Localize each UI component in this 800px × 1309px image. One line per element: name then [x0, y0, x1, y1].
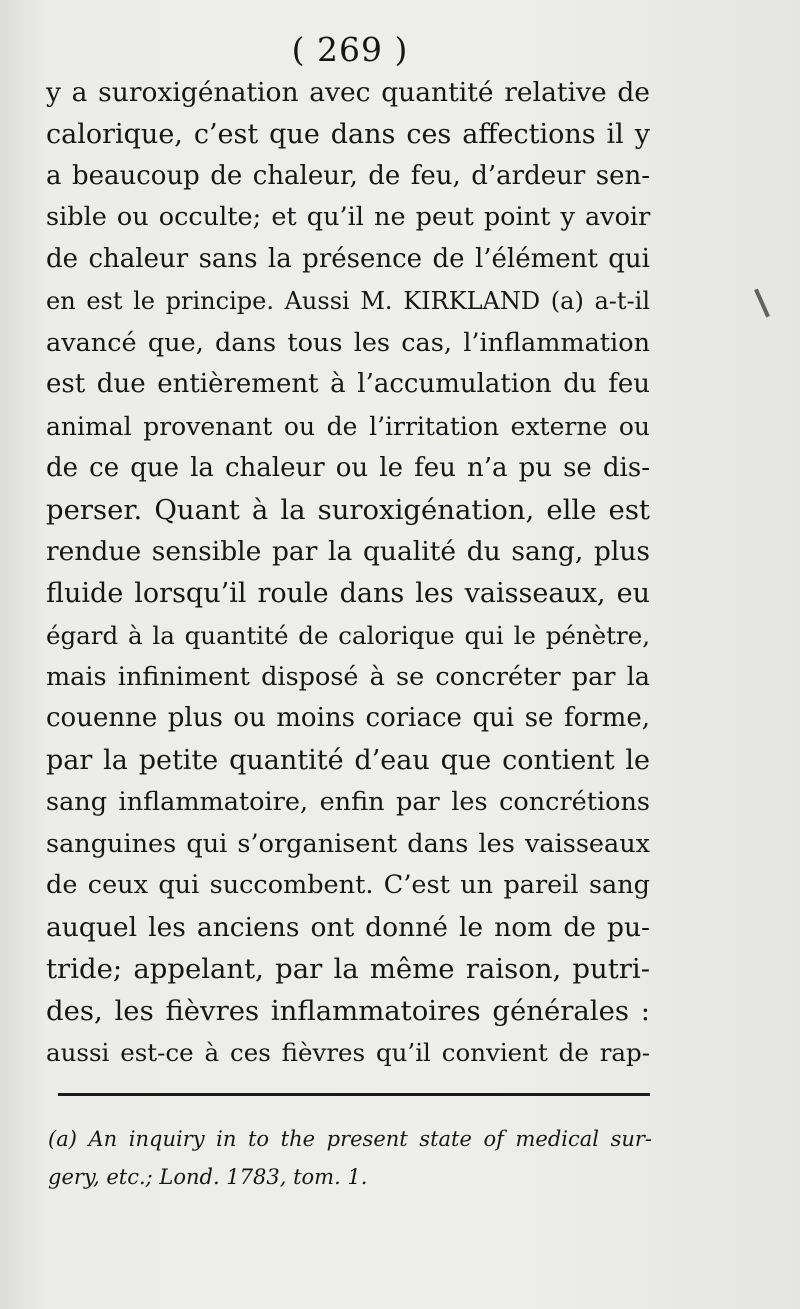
text-line: de chaleur sans la présence de l’élément qui [46, 244, 650, 274]
text-line: de ceux qui succombent. C’est un pareil sang [46, 870, 650, 901]
text-line: a beaucoup de chaleur, de feu, d’ardeur sen- [46, 160, 650, 191]
text-line: des, les fièvres inflammatoires générales : [46, 994, 650, 1027]
footnote-rule [58, 1093, 650, 1096]
text-line: avancé que, dans tous les cas, l’inflammation [46, 327, 650, 358]
text-line: égard à la quantité de calorique qui le pénètre, [46, 620, 650, 650]
footnote-line: gery, etc.; Lond. 1783, tom. 1. [48, 1165, 368, 1189]
text-line: fluide lorsqu’il roule dans les vaisseaux, eu [46, 578, 650, 609]
text-line: sang inflammatoire, enfin par les concrétions [46, 786, 650, 817]
text-line: aussi est-ce à ces fièvres qu’il convient de rap- [46, 1038, 650, 1068]
text-line: tride; appelant, par la même raison, putri- [46, 952, 650, 985]
text-line: en est le principe. Aussi M. KIRKLAND (a) a-t-il [46, 286, 650, 315]
body-text [46, 72, 650, 1074]
margin-mark [754, 288, 770, 317]
text-line: animal provenant ou de l’irritation externe ou [46, 412, 650, 441]
page-number: ( 269 ) [291, 30, 409, 69]
footnote-line: (a) An inquiry in to the present state of medical sur- [48, 1127, 652, 1151]
text-line: de ce que la chaleur ou le feu n’a pu se dis- [46, 452, 650, 483]
text-line: est due entièrement à l’accumulation du feu [46, 369, 650, 400]
text-line: calorique, c’est que dans ces affections il y [46, 118, 650, 150]
text-line: rendue sensible par la qualité du sang, plus [46, 536, 650, 568]
text-line: perser. Quant à la suroxigénation, elle est [46, 493, 650, 526]
footnote [48, 1120, 652, 1196]
text-line: sanguines qui s’organisent dans les vaisseaux [46, 828, 650, 859]
text-line: sible ou occulte; et qu’il ne peut point y avoir [46, 202, 651, 233]
text-line: y a suroxigénation avec quantité relative de [46, 77, 650, 108]
text-line: par la petite quantité d’eau que contient le [46, 745, 650, 776]
text-line: mais infiniment disposé à se concréter par la [46, 661, 650, 692]
text-line: auquel les anciens ont donné le nom de pu- [46, 912, 650, 943]
text-line: couenne plus ou moins coriace qui se forme, [46, 703, 650, 734]
